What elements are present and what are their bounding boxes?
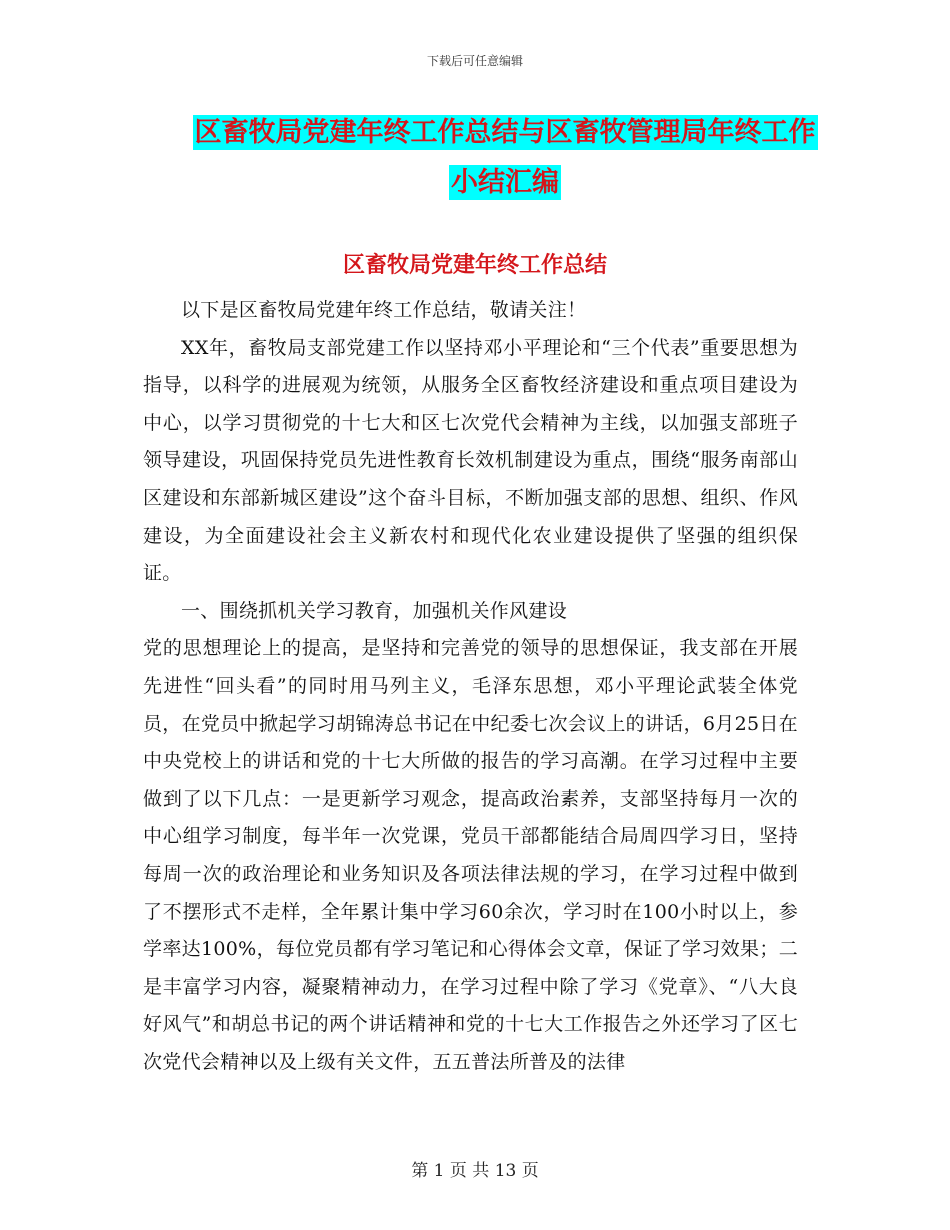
intro-paragraph: 以下是区畜牧局党建年终工作总结，敬请关注！ [181,299,587,321]
paragraph-2: 党的思想理论上的提高，是坚持和完善党的领导的思想保证，我支部在开展先进性“回头看”的同时用马列主义，毛泽东思想，邓小平理论武装全体党员，在党员中掀起学习胡锦涛总书记在中纪委七次会议上的讲话，6月25日在中央党校上的讲话和党的十七大所做的报告的学习高潮。在学习过程中主要做到了以下几点：一是更新学习观念，提高政治素养，支部坚持每月一次的中心组学习制度，每半年一次党课，党员干部都能结合局周四学习日，坚持每周一次的政治理论和业务知识及各项法律法规的学习，在学习过程中做到了不摆形式不走样，全年累计集中学习60余次，学习时在100小时以上，参学率达100%，每位党员都有学习笔记和心得体会文章，保证了学习效果；二是丰富学习内容，凝聚精神动力，在学习过程中除了学习《党章》、“八大良好风气”和胡总书记的两个讲话精神和党的十七大工作报告之外还学习了区七次党代会精神以及上级有关文件，五五普法所普及的法律 [143,637,798,1073]
section-title: 区畜牧局党建年终工作总结 [342,253,607,278]
title-line-1: 区畜牧局党建年终工作总结与区畜牧管理局年终工作 [194,117,816,148]
header-note: 下载后可任意编辑 [426,54,523,68]
page-number: 第 1 页 共 13 页 [411,1161,539,1181]
title-line-2: 小结汇编 [451,167,559,198]
paragraph-1: XX年，畜牧局支部党建工作以坚持邓小平理论和“三个代表”重要思想为指导，以科学的进展观为统领，从服务全区畜牧经济建设和重点项目建设为中心，以学习贯彻党的十七大和区七次党代会精神为主线，以加强支部班子领导建设，巩固保持党员先进性教育长效机制建设为重点，围绕“服务南部山区建设和东部新城区建设”这个奋斗目标，不断加强支部的思想、组织、作风建设，为全面建设社会主义新农村和现代化农业建设提供了坚强的组织保证。 [143,336,798,585]
document-title [120,108,890,208]
section-heading-1: 一、围绕抓机关学习教育，加强机关作风建设 [181,599,568,622]
document-body [143,292,798,1081]
